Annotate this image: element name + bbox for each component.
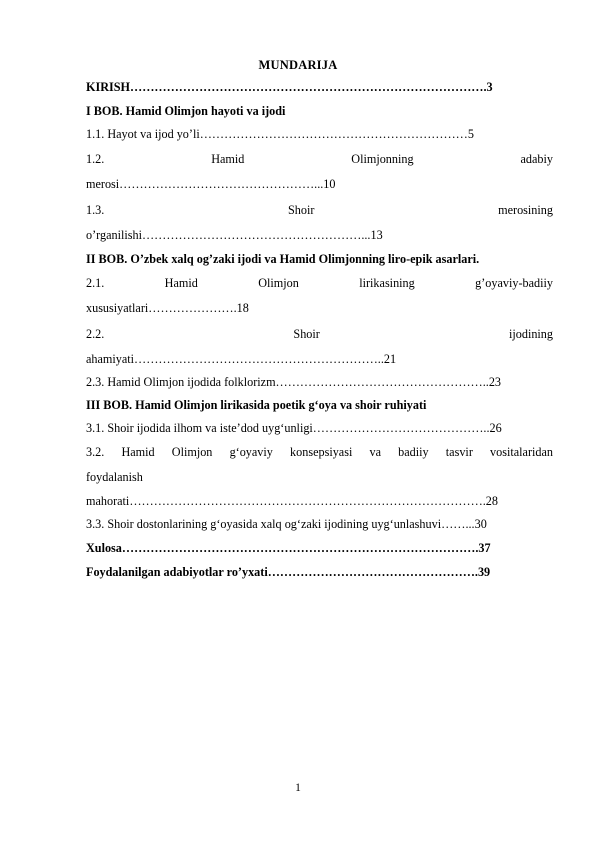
toc-word: Olimjon bbox=[171, 445, 213, 459]
toc-entry-3-1[interactable]: 3.1. Shoir ijodida ilhom va iste’dod uyg‘unligi……………………………………..26 bbox=[86, 421, 502, 435]
toc-word: lirikasining bbox=[359, 276, 415, 290]
toc-chapter-3[interactable]: III BOB. Hamid Olimjon lirikasida poetik g‘oya va shoir ruhiyati bbox=[86, 398, 427, 412]
toc-word: va bbox=[369, 445, 382, 459]
toc-word: Olimjon bbox=[258, 276, 299, 290]
toc-word: Shoir bbox=[288, 203, 315, 217]
toc-word: adabiy bbox=[520, 152, 553, 166]
toc-word: 2.1. bbox=[86, 276, 105, 290]
toc-word: vositalaridan bbox=[490, 445, 553, 459]
toc-entry-2-1[interactable] bbox=[86, 276, 553, 291]
toc-entry-2-2[interactable] bbox=[86, 327, 553, 342]
toc-word: Hamid bbox=[121, 445, 155, 459]
toc-word: tasvir bbox=[445, 445, 473, 459]
toc-entry-1-3-continuation[interactable]: o’rganilishi………………………………………………...13 bbox=[86, 228, 383, 242]
toc-entry-1-2-continuation[interactable]: merosi…………………………………………...10 bbox=[86, 177, 336, 191]
toc-entry-2-3[interactable]: 2.3. Hamid Olimjon ijodida folklorizm……………………………………………..23 bbox=[86, 375, 502, 389]
toc-word: g’oyaviy-badiiy bbox=[475, 276, 553, 290]
toc-entry-kirish[interactable]: KIRISH…………………………………………………………………………….3 bbox=[86, 80, 493, 94]
toc-entry-2-2-continuation[interactable]: ahamiyati……………………………………………………..21 bbox=[86, 352, 397, 366]
toc-word: 2.2. bbox=[86, 327, 105, 341]
toc-word: 1.3. bbox=[86, 203, 105, 217]
page-number: 1 bbox=[295, 782, 301, 794]
toc-word: Hamid bbox=[211, 152, 245, 166]
toc-word: g‘oyaviy bbox=[229, 445, 273, 459]
document-title: MUNDARIJA bbox=[258, 58, 338, 72]
toc-word: merosining bbox=[498, 203, 553, 217]
toc-entry-xulosa[interactable]: Xulosa…………………………………………………………………………….37 bbox=[86, 541, 491, 555]
toc-word: Hamid bbox=[164, 276, 198, 290]
toc-entry-3-2[interactable] bbox=[86, 445, 553, 460]
toc-chapter-2[interactable]: II BOB. O’zbek xalq og’zaki ijodi va Hamid Olimjonning liro-epik asarlari. bbox=[86, 252, 480, 266]
toc-entry-3-2-continuation-1[interactable]: foydalanish bbox=[86, 470, 143, 484]
toc-entry-1-1[interactable]: 1.1. Hayot va ijod yo’li…………………………………………………………5 bbox=[86, 127, 474, 141]
toc-word: Olimjonning bbox=[351, 152, 414, 166]
toc-chapter-1[interactable]: I BOB. Hamid Olimjon hayoti va ijodi bbox=[86, 104, 286, 118]
toc-entry-1-3[interactable] bbox=[86, 203, 553, 218]
toc-word: Shoir bbox=[293, 327, 320, 341]
toc-entry-3-3[interactable]: 3.3. Shoir dostonlarining g‘oyasida xalq og‘zaki ijodining uyg‘unlashuvi……...30 bbox=[86, 517, 487, 531]
toc-word: 1.2. bbox=[86, 152, 105, 166]
toc-word: 3.2. bbox=[86, 445, 105, 459]
toc-word: ijodining bbox=[508, 327, 553, 341]
toc-word: badiiy bbox=[398, 445, 429, 459]
toc-entry-2-1-continuation[interactable]: xususiyatlari………………….18 bbox=[86, 301, 249, 315]
toc-entry-3-2-continuation-2[interactable]: mahorati…………………………………………………………………………….28 bbox=[86, 494, 498, 508]
toc-entry-adabiyotlar[interactable]: Foydalanilgan adabiyotlar ro’yxati…………………………………………….39 bbox=[86, 565, 491, 579]
toc-word: konsepsiyasi bbox=[290, 445, 353, 459]
toc-entry-1-2[interactable] bbox=[86, 152, 553, 167]
